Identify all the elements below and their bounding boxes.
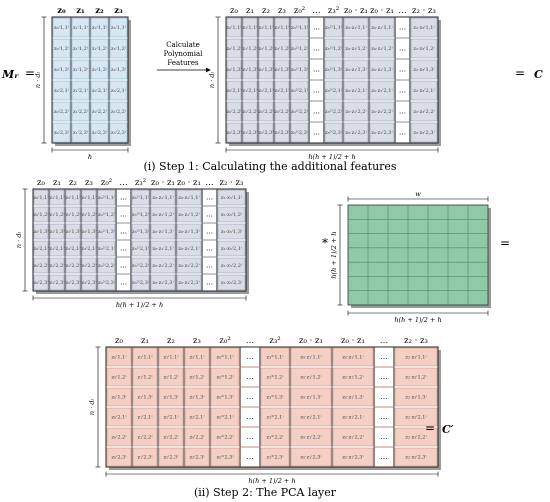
cell-value: z₃⁽2,1⁾ bbox=[110, 88, 127, 94]
dim-label-bottom: h(h + 1)/2 + h bbox=[308, 153, 356, 161]
cell-value: z₁⁽1,1⁾ bbox=[72, 25, 89, 31]
cell-value: z₃²⁽1,2⁾ bbox=[266, 374, 284, 381]
cell-value: z₀⁽2,2⁾ bbox=[33, 263, 49, 269]
cell-value: z₂⁽2,2⁾ bbox=[258, 109, 274, 115]
ellipsis-cell: … bbox=[380, 413, 388, 421]
ellipsis-cell: … bbox=[313, 128, 320, 137]
cell-value: z₃²⁽2,1⁾ bbox=[131, 246, 150, 252]
cell-value: z₀·z₁⁽2,2⁾ bbox=[345, 109, 367, 115]
cell-value: z₂⁽1,2⁾ bbox=[258, 46, 274, 52]
ellipsis-cell: … bbox=[313, 44, 320, 53]
cell-value: z₀²⁽2,3⁾ bbox=[290, 130, 309, 136]
caption-step1: (i) Step 1: Calculating the additional features bbox=[143, 160, 397, 173]
cell-value: z₃⁽2,2⁾ bbox=[189, 434, 205, 441]
cell-value: z₂·z₃⁽1,3⁾ bbox=[405, 394, 427, 401]
column-header: z₀² bbox=[100, 178, 113, 188]
cell-value: z₁⁽1,3⁾ bbox=[137, 394, 153, 401]
ellipsis-cell: … bbox=[120, 210, 127, 219]
cell-value: z₂⁽1,3⁾ bbox=[163, 394, 179, 401]
cell-value: z₀²⁽2,1⁾ bbox=[290, 88, 309, 94]
cell-value: z₁⁽1,3⁾ bbox=[49, 229, 65, 235]
ellipsis-cell: … bbox=[120, 244, 127, 253]
cell-value: z₀·z₁⁽1,2⁾ bbox=[342, 374, 364, 381]
cell-value: z₂⁽1,3⁾ bbox=[91, 67, 108, 73]
cell-value: z₀²⁽1,1⁾ bbox=[216, 354, 234, 361]
ellipsis-cell: … bbox=[120, 193, 127, 202]
cell-value: z₀·z₁⁽2,2⁾ bbox=[152, 263, 174, 269]
cell-value: z₀⁽2,3⁾ bbox=[226, 130, 242, 136]
cell-value: z₀⁽1,3⁾ bbox=[53, 67, 70, 73]
cell-value: z₁⁽1,3⁾ bbox=[72, 67, 89, 73]
cell-value: z₀·z₁⁽1,1⁾ bbox=[178, 195, 200, 201]
column-header: z₀² bbox=[293, 6, 306, 16]
cell-value: z₃⁽1,2⁾ bbox=[81, 212, 97, 218]
column-header: z₁ bbox=[246, 6, 254, 16]
cell-value: z₀⁽1,2⁾ bbox=[226, 46, 242, 52]
cell-value: z₀·z₁⁽2,3⁾ bbox=[300, 454, 322, 461]
column-header: … bbox=[379, 336, 389, 346]
cell-value: z₀⁽1,2⁾ bbox=[33, 212, 49, 218]
cell-value: z₃⁽2,2⁾ bbox=[110, 109, 127, 115]
cell-value: z₀·z₁⁽1,1⁾ bbox=[342, 354, 364, 361]
cell-value: z₀·z₁⁽2,1⁾ bbox=[178, 246, 200, 252]
cell-value: z₃⁽2,1⁾ bbox=[274, 88, 290, 94]
cell-value: z₀²⁽2,2⁾ bbox=[97, 263, 116, 269]
mr-label: Mᵣ bbox=[2, 68, 19, 81]
matrix-poly-features bbox=[208, 6, 441, 161]
cell-value: z₀⁽2,2⁾ bbox=[111, 434, 127, 441]
cell-value: z₁⁽1,1⁾ bbox=[242, 25, 258, 31]
ellipsis-cell: … bbox=[399, 86, 406, 95]
cell-value: z₃⁽2,1⁾ bbox=[81, 246, 97, 252]
cell-value: z₂⁽2,3⁾ bbox=[91, 130, 108, 136]
cell-value: z₁⁽2,1⁾ bbox=[137, 414, 153, 421]
ellipsis-cell: … bbox=[313, 86, 320, 95]
cell-value: z₃⁽1,1⁾ bbox=[274, 25, 290, 31]
column-header: … bbox=[312, 6, 321, 16]
ellipsis-cell: … bbox=[380, 373, 388, 381]
cell-value: z₀·z₁⁽1,1⁾ bbox=[300, 354, 322, 361]
cell-value: z₀·z₁⁽1,1⁾ bbox=[152, 195, 174, 201]
cell-value: z₀⁽1,3⁾ bbox=[33, 229, 49, 235]
cell-value: z₀⁽2,1⁾ bbox=[111, 414, 127, 421]
cell-value: z₃⁽1,3⁾ bbox=[274, 67, 290, 73]
caption-step2: (ii) Step 2: The PCA layer bbox=[193, 486, 337, 499]
cell-value: z₀·z₁⁽2,1⁾ bbox=[152, 246, 174, 252]
column-header: z₀ bbox=[57, 6, 66, 16]
ellipsis-cell: … bbox=[380, 353, 388, 361]
cell-value: z₂⁽1,1⁾ bbox=[163, 354, 179, 361]
cell-value: z₃²⁽2,2⁾ bbox=[131, 263, 150, 269]
cell-value: z₂·z₃⁽2,1⁾ bbox=[413, 88, 435, 94]
column-header: z₀ bbox=[37, 178, 45, 188]
cell-value: z₃²⁽2,3⁾ bbox=[324, 130, 343, 136]
cell-value: z₂·z₃⁽2,3⁾ bbox=[413, 130, 435, 136]
cell-value: z₂·z₃⁽1,3⁾ bbox=[413, 67, 435, 73]
cell-value: z₀·z₁⁽2,1⁾ bbox=[345, 88, 367, 94]
column-header: z₃² bbox=[269, 336, 281, 346]
ellipsis-cell: … bbox=[313, 23, 320, 32]
cell-value: z₁⁽1,3⁾ bbox=[242, 67, 258, 73]
cell-value: z₀·z₁⁽2,2⁾ bbox=[178, 263, 200, 269]
ellipsis-cell: … bbox=[206, 278, 213, 287]
cell-value: z₀²⁽2,1⁾ bbox=[97, 246, 116, 252]
ellipsis-cell: … bbox=[380, 433, 388, 441]
arrow-text-3: Features bbox=[167, 59, 199, 67]
cell-value: z₂⁽2,3⁾ bbox=[163, 454, 179, 461]
column-header: … bbox=[119, 178, 128, 188]
cell-value: z₀⁽1,2⁾ bbox=[111, 374, 127, 381]
cell-value: z₀²⁽2,2⁾ bbox=[216, 434, 234, 441]
ellipsis-cell: … bbox=[120, 227, 127, 236]
cell-value: z₃²⁽1,1⁾ bbox=[324, 25, 343, 31]
cell-value: z₁⁽1,2⁾ bbox=[242, 46, 258, 52]
cell-value: z₂·z₃⁽1,1⁾ bbox=[405, 354, 427, 361]
cell-value: z₃⁽2,3⁾ bbox=[81, 280, 97, 286]
cell-value: z₂⁽2,2⁾ bbox=[91, 109, 108, 115]
cell-value: z₀⁽2,3⁾ bbox=[111, 454, 127, 461]
cell-value: z₀·z₁⁽1,2⁾ bbox=[178, 212, 200, 218]
cell-value: z₃⁽2,3⁾ bbox=[189, 454, 205, 461]
cell-value: z₃²⁽1,2⁾ bbox=[131, 212, 150, 218]
ellipsis-cell: … bbox=[313, 65, 320, 74]
cell-value: z₃⁽2,1⁾ bbox=[189, 414, 205, 421]
ellipsis-cell: … bbox=[399, 23, 406, 32]
ellipsis-cell: … bbox=[399, 65, 406, 74]
cell-value: z₀²⁽2,2⁾ bbox=[290, 109, 309, 115]
cell-value: z₀²⁽2,1⁾ bbox=[216, 414, 234, 421]
cell-value: z₃⁽1,1⁾ bbox=[81, 195, 97, 201]
matrix-c-prime bbox=[88, 336, 441, 485]
ellipsis-cell: … bbox=[313, 107, 320, 116]
ellipsis-cell: … bbox=[246, 373, 254, 381]
dim-label-bottom: h(h + 1)/2 + h bbox=[394, 316, 442, 324]
column-header: z₀ · z₁ bbox=[177, 178, 201, 188]
cell-value: z₀²⁽1,2⁾ bbox=[216, 374, 234, 381]
column-header: z₀ · z₁ bbox=[299, 336, 323, 346]
cell-value: z₃⁽2,2⁾ bbox=[274, 109, 290, 115]
cell-value: z₂·z₃⁽2,3⁾ bbox=[220, 280, 243, 286]
c-equals: = bbox=[515, 66, 526, 80]
cell-value: z₀⁽1,1⁾ bbox=[33, 195, 49, 201]
ellipsis-cell: … bbox=[206, 244, 213, 253]
cell-value: z₂⁽2,2⁾ bbox=[163, 434, 179, 441]
ellipsis-cell: … bbox=[206, 210, 213, 219]
cell-value: z₀·z₁⁽1,2⁾ bbox=[300, 374, 322, 381]
column-header: z₂ bbox=[167, 336, 175, 346]
cell-value: z₂·z₃⁽1,3⁾ bbox=[220, 229, 243, 235]
ellipsis-cell: … bbox=[246, 393, 254, 401]
column-header: z₀ · z₁ bbox=[344, 6, 368, 16]
column-header: z₂ bbox=[95, 6, 104, 16]
ellipsis-cell: … bbox=[120, 261, 127, 270]
cell-value: z₁⁽2,2⁾ bbox=[49, 263, 65, 269]
cprime-label: C′ bbox=[442, 423, 454, 436]
dim-label-bottom: h(h + 1)/2 + h bbox=[248, 477, 296, 485]
column-header: … bbox=[398, 6, 407, 16]
cell-value: z₂·z₃⁽2,1⁾ bbox=[405, 414, 427, 421]
cell-value: z₀²⁽1,1⁾ bbox=[290, 25, 309, 31]
dim-label-top: w bbox=[415, 190, 421, 198]
cell-value: z₃²⁽2,2⁾ bbox=[324, 109, 343, 115]
cell-value: z₃²⁽2,1⁾ bbox=[324, 88, 343, 94]
cell-value: z₀·z₁⁽2,3⁾ bbox=[342, 454, 364, 461]
cell-value: z₂⁽1,3⁾ bbox=[258, 67, 274, 73]
cell-value: z₀·z₁⁽1,2⁾ bbox=[371, 46, 393, 52]
c-label: C bbox=[534, 68, 543, 81]
cell-value: z₁⁽1,2⁾ bbox=[72, 46, 89, 52]
mr-equals: = bbox=[25, 66, 36, 80]
cell-value: z₂⁽2,1⁾ bbox=[65, 246, 81, 252]
dim-label-left: n · dₗ bbox=[88, 398, 96, 416]
arrow-text-1: Calculate bbox=[166, 41, 200, 49]
cell-value: z₂⁽2,1⁾ bbox=[258, 88, 274, 94]
cell-value: z₂⁽1,1⁾ bbox=[91, 25, 108, 31]
cell-value: z₃⁽1,3⁾ bbox=[81, 229, 97, 235]
cell-value: z₀⁽1,3⁾ bbox=[111, 394, 127, 401]
matrix-c-input bbox=[15, 178, 249, 309]
cell-value: z₀·z₁⁽1,3⁾ bbox=[371, 67, 393, 73]
star-operator: * bbox=[322, 236, 328, 250]
cell-value: z₂·z₃⁽1,2⁾ bbox=[405, 374, 427, 381]
column-header: z₂ bbox=[69, 178, 77, 188]
ellipsis-cell: … bbox=[399, 44, 406, 53]
cell-value: z₂⁽1,3⁾ bbox=[65, 229, 81, 235]
column-header: z₂ bbox=[262, 6, 270, 16]
cell-value: z₀⁽2,2⁾ bbox=[53, 109, 70, 115]
column-header: z₀ · z₁ bbox=[341, 336, 365, 346]
cell-value: z₃²⁽1,1⁾ bbox=[266, 354, 284, 361]
cell-value: z₀·z₁⁽2,2⁾ bbox=[342, 434, 364, 441]
cell-value: z₃²⁽1,3⁾ bbox=[266, 394, 284, 401]
cell-value: z₁⁽2,3⁾ bbox=[137, 454, 153, 461]
result-equals: = bbox=[500, 236, 511, 250]
cell-value: z₃²⁽2,1⁾ bbox=[266, 414, 284, 421]
ellipsis-cell: … bbox=[246, 453, 254, 461]
cell-value: z₁⁽2,3⁾ bbox=[242, 130, 258, 136]
cell-value: z₀·z₁⁽1,3⁾ bbox=[178, 229, 200, 235]
cell-value: z₀·z₁⁽1,3⁾ bbox=[342, 394, 364, 401]
cell-value: z₃⁽1,1⁾ bbox=[189, 354, 205, 361]
cell-value: z₀²⁽1,2⁾ bbox=[97, 212, 116, 218]
cell-value: z₂·z₃⁽1,1⁾ bbox=[413, 25, 435, 31]
cell-value: z₀⁽2,2⁾ bbox=[226, 109, 242, 115]
cell-value: z₂·z₃⁽1,2⁾ bbox=[220, 212, 243, 218]
cell-value: z₃⁽1,2⁾ bbox=[189, 374, 205, 381]
column-header: z₃ bbox=[85, 178, 93, 188]
dim-label-left: n · dₗ bbox=[34, 71, 42, 89]
cell-value: z₂⁽2,1⁾ bbox=[163, 414, 179, 421]
cell-value: z₃²⁽1,2⁾ bbox=[324, 46, 343, 52]
column-header: … bbox=[205, 178, 214, 188]
ellipsis-cell: … bbox=[246, 353, 254, 361]
cell-value: z₂⁽1,2⁾ bbox=[163, 374, 179, 381]
cell-value: z₂⁽1,1⁾ bbox=[258, 25, 274, 31]
ellipsis-cell: … bbox=[206, 261, 213, 270]
column-header: z₃ bbox=[193, 336, 201, 346]
weight-frame bbox=[348, 205, 488, 305]
column-header: z₃² bbox=[327, 6, 340, 16]
cell-value: z₃⁽1,2⁾ bbox=[274, 46, 290, 52]
cell-value: z₀·z₁⁽2,1⁾ bbox=[371, 88, 393, 94]
arrow-text-2: Polynomial bbox=[163, 50, 203, 58]
cell-value: z₃⁽1,3⁾ bbox=[110, 67, 127, 73]
cell-value: z₂·z₃⁽2,2⁾ bbox=[405, 434, 427, 441]
cell-value: z₀⁽1,2⁾ bbox=[53, 46, 70, 52]
ellipsis-cell: … bbox=[399, 128, 406, 137]
cell-value: z₀·z₁⁽2,2⁾ bbox=[300, 434, 322, 441]
ellipsis-cell: … bbox=[399, 107, 406, 116]
cell-value: z₀·z₁⁽1,1⁾ bbox=[345, 25, 367, 31]
cell-value: z₀⁽2,3⁾ bbox=[53, 130, 70, 136]
cell-value: z₀⁽2,1⁾ bbox=[226, 88, 242, 94]
cell-value: z₀⁽2,1⁾ bbox=[53, 88, 70, 94]
cell-value: z₂·z₃⁽2,1⁾ bbox=[220, 246, 243, 252]
cell-value: z₀·z₁⁽2,1⁾ bbox=[342, 414, 364, 421]
cell-value: z₂⁽2,3⁾ bbox=[65, 280, 81, 286]
column-header: z₃² bbox=[134, 178, 147, 188]
cell-value: z₂·z₃⁽2,2⁾ bbox=[220, 263, 243, 269]
cell-value: z₀²⁽1,2⁾ bbox=[290, 46, 309, 52]
column-header: z₀ · z₁ bbox=[151, 178, 175, 188]
cell-value: z₀⁽1,1⁾ bbox=[53, 25, 70, 31]
cell-value: z₀·z₁⁽2,3⁾ bbox=[345, 130, 367, 136]
cell-value: z₂⁽2,3⁾ bbox=[258, 130, 274, 136]
column-header: z₃ bbox=[114, 6, 123, 16]
cell-value: z₂·z₃⁽2,3⁾ bbox=[405, 454, 427, 461]
cell-value: z₀·z₁⁽2,3⁾ bbox=[178, 280, 200, 286]
dim-label-left: h(h + 1)/2 + h bbox=[330, 231, 338, 279]
column-header: z₀ bbox=[115, 336, 123, 346]
cell-value: z₂·z₃⁽1,1⁾ bbox=[220, 195, 243, 201]
column-header: z₀² bbox=[219, 336, 231, 346]
cell-value: z₁⁽1,2⁾ bbox=[137, 374, 153, 381]
cell-value: z₀·z₁⁽2,3⁾ bbox=[371, 130, 393, 136]
cell-value: z₃⁽1,2⁾ bbox=[110, 46, 127, 52]
column-header: … bbox=[245, 336, 255, 346]
ellipsis-cell: … bbox=[246, 433, 254, 441]
cell-value: z₁⁽1,1⁾ bbox=[137, 354, 153, 361]
cell-value: z₃⁽1,3⁾ bbox=[189, 394, 205, 401]
cell-value: z₃²⁽2,2⁾ bbox=[266, 434, 284, 441]
cell-value: z₀⁽1,3⁾ bbox=[226, 67, 242, 73]
cell-value: z₃²⁽1,3⁾ bbox=[324, 67, 343, 73]
column-header: z₀ · z₁ bbox=[370, 6, 394, 16]
cell-value: z₀·z₁⁽1,2⁾ bbox=[345, 46, 367, 52]
ellipsis-cell: … bbox=[206, 227, 213, 236]
column-header: z₁ bbox=[53, 178, 61, 188]
cell-value: z₂⁽2,2⁾ bbox=[65, 263, 81, 269]
ellipsis-cell: … bbox=[380, 393, 388, 401]
column-header: z₂ · z₃ bbox=[412, 6, 436, 16]
cell-value: z₃⁽1,1⁾ bbox=[110, 25, 127, 31]
cell-value: z₀²⁽1,3⁾ bbox=[97, 229, 116, 235]
cell-value: z₀·z₁⁽2,2⁾ bbox=[371, 109, 393, 115]
cell-value: z₀·z₁⁽1,3⁾ bbox=[345, 67, 367, 73]
cell-value: z₀²⁽2,3⁾ bbox=[97, 280, 116, 286]
cell-value: z₃⁽2,3⁾ bbox=[110, 130, 127, 136]
ellipsis-cell: … bbox=[380, 453, 388, 461]
cell-value: z₁⁽2,3⁾ bbox=[49, 280, 65, 286]
cell-value: z₀²⁽1,1⁾ bbox=[97, 195, 116, 201]
cell-value: z₁⁽2,3⁾ bbox=[72, 130, 89, 136]
cell-value: z₁⁽2,1⁾ bbox=[72, 88, 89, 94]
cell-value: z₀²⁽1,3⁾ bbox=[216, 394, 234, 401]
cell-value: z₀²⁽1,3⁾ bbox=[290, 67, 309, 73]
cell-value: z₃⁽2,3⁾ bbox=[274, 130, 290, 136]
cell-value: z₃²⁽1,3⁾ bbox=[131, 229, 150, 235]
cell-value: z₀⁽2,1⁾ bbox=[33, 246, 49, 252]
cell-value: z₁⁽2,2⁾ bbox=[72, 109, 89, 115]
cell-value: z₃²⁽2,3⁾ bbox=[266, 454, 284, 461]
cell-value: z₀²⁽2,3⁾ bbox=[216, 454, 234, 461]
dim-label-bottom: h bbox=[87, 153, 93, 161]
dim-label-left: n · dₗ bbox=[208, 71, 216, 89]
cell-value: z₀⁽1,1⁾ bbox=[111, 354, 127, 361]
ellipsis-cell: … bbox=[120, 278, 127, 287]
cell-value: z₀⁽2,3⁾ bbox=[33, 280, 49, 286]
ellipsis-cell: … bbox=[206, 193, 213, 202]
column-header: z₁ bbox=[76, 6, 85, 16]
column-header: z₃ bbox=[278, 6, 286, 16]
cell-value: z₁⁽2,1⁾ bbox=[49, 246, 65, 252]
cell-value: z₀·z₁⁽1,1⁾ bbox=[371, 25, 393, 31]
column-header: z₀ bbox=[230, 6, 238, 16]
cell-value: z₁⁽2,2⁾ bbox=[137, 434, 153, 441]
column-header: z₂ · z₃ bbox=[404, 336, 428, 346]
cprime-equals: = bbox=[425, 421, 436, 435]
cell-value: z₀·z₁⁽1,3⁾ bbox=[300, 394, 322, 401]
cell-value: z₁⁽1,2⁾ bbox=[49, 212, 65, 218]
cell-value: z₂·z₃⁽1,2⁾ bbox=[413, 46, 435, 52]
cell-value: z₂⁽1,1⁾ bbox=[65, 195, 81, 201]
cell-value: z₂⁽2,1⁾ bbox=[91, 88, 108, 94]
column-header: z₁ bbox=[141, 336, 149, 346]
cell-value: z₂·z₃⁽2,2⁾ bbox=[413, 109, 435, 115]
cell-value: z₁⁽2,1⁾ bbox=[242, 88, 258, 94]
cell-value: z₂⁽1,2⁾ bbox=[65, 212, 81, 218]
column-header: z₂ · z₃ bbox=[219, 178, 244, 188]
cell-value: z₃²⁽1,1⁾ bbox=[131, 195, 150, 201]
dim-label-left: n · dₗ bbox=[15, 231, 23, 249]
ellipsis-cell: … bbox=[246, 413, 254, 421]
cell-value: z₀·z₁⁽1,2⁾ bbox=[152, 212, 174, 218]
cell-value: z₀·z₁⁽2,1⁾ bbox=[300, 414, 322, 421]
cell-value: z₃²⁽2,3⁾ bbox=[131, 280, 150, 286]
cell-value: z₀·z₁⁽1,3⁾ bbox=[152, 229, 174, 235]
calculate-arrow bbox=[157, 41, 210, 70]
cell-value: z₀⁽1,1⁾ bbox=[226, 25, 242, 31]
cell-value: z₀·z₁⁽2,3⁾ bbox=[152, 280, 174, 286]
weight-matrix bbox=[330, 190, 491, 324]
cell-value: z₁⁽2,2⁾ bbox=[242, 109, 258, 115]
cell-value: z₂⁽1,2⁾ bbox=[91, 46, 108, 52]
cell-value: z₃⁽2,2⁾ bbox=[81, 263, 97, 269]
cell-value: z₁⁽1,1⁾ bbox=[49, 195, 65, 201]
matrix-mr bbox=[34, 6, 131, 161]
dim-label-bottom: h(h + 1)/2 + h bbox=[115, 301, 164, 309]
